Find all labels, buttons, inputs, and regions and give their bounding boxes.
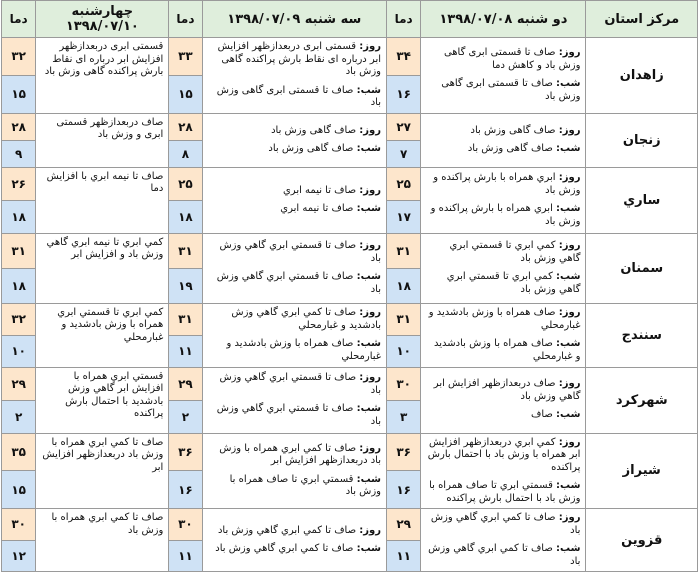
day1-night-text	[426, 271, 580, 296]
day1-night-text	[426, 338, 580, 363]
day1-max-temp: ۳۱	[387, 233, 421, 268]
day1-day-value: کمي ابري دربعدازظهر افزايش ابر همراه با وزش باد با احتمال بارش پراکنده	[427, 436, 581, 473]
day2-forecast	[202, 233, 386, 303]
day1-day-text	[426, 172, 580, 197]
city-name: ساري	[586, 167, 698, 233]
day2-day-value: صاف تا کمي ابري همراه با وزش باد دربعدازظهر افزايش ابر	[219, 442, 382, 467]
day1-min-temp: ۱۷	[387, 200, 421, 233]
day1-forecast	[421, 113, 586, 167]
night-label: شب:	[556, 480, 581, 491]
day1-day-text	[426, 378, 580, 403]
header-row	[2, 1, 698, 38]
day2-max-temp: ۳۱	[169, 303, 202, 335]
day-label: روز:	[359, 307, 382, 318]
day2-forecast	[202, 38, 386, 114]
day1-night-text	[426, 409, 580, 422]
day-label: روز:	[558, 307, 581, 318]
day1-day-value: صاف همراه با وزش بادشديد و غبارمحلي	[428, 307, 581, 331]
day2-min-temp: ۱۹	[169, 268, 202, 303]
day1-day-value: ابري همراه با بارش پراکنده و وزش باد	[433, 172, 581, 196]
day1-day-value: صاف دربعدازظهر افزايش ابر گاهي وزش باد	[433, 378, 581, 402]
day3-forecast: صاف تا کمي ابري همراه با وزش باد	[36, 509, 169, 572]
day-label: روز:	[359, 184, 382, 196]
day2-max-temp: ۳۶	[169, 433, 202, 471]
day1-night-text	[426, 543, 580, 568]
header-day3: چهارشنبه ۱۳۹۸/۰۷/۱۰	[36, 1, 169, 38]
night-label: شب:	[356, 203, 382, 214]
night-label: شب:	[356, 271, 382, 282]
day2-forecast	[202, 113, 386, 167]
night-label: شب:	[356, 403, 382, 414]
day2-forecast	[202, 167, 386, 233]
day2-max-temp: ۳۱	[169, 233, 202, 268]
day2-night-value: قسمتي ابري تا صاف همراه با وزش باد	[229, 473, 382, 498]
day1-night-value: صاف	[530, 409, 553, 421]
city-name: شيراز	[586, 433, 698, 509]
day2-night-value: صاف همراه با وزش بادشديد و غبارمحلي	[226, 338, 382, 362]
day2-forecast	[202, 303, 386, 367]
day3-forecast: صاف تا نیمه ابري با افزایش دما	[36, 167, 169, 233]
day1-day-text	[426, 240, 580, 265]
day2-night-value: صاف تا قسمتي ابري گاهي وزش باد	[216, 271, 382, 295]
day1-night-value: صاف تا کمي ابري گاهي وزش باد	[428, 543, 581, 567]
day3-forecast: صاف دربعدازظهر قسمتی ابری و وزش باد	[36, 113, 169, 167]
night-label: شب:	[556, 203, 581, 214]
city-name: شهرکرد	[586, 367, 698, 433]
day3-forecast: صاف تا کمي ابري همراه با وزش باد دربعدازظهر افزايش ابر	[36, 433, 169, 509]
night-label: شب:	[556, 409, 581, 421]
day2-night-value: صاف تا قسمتي ابري گاهي وزش باد	[216, 403, 382, 427]
day2-night-text	[208, 474, 381, 499]
night-label: شب:	[356, 543, 382, 554]
day2-min-temp: ۱۵	[169, 75, 202, 113]
day2-night-value: صاف تا قسمتی ابری گاهی وزش باد	[216, 84, 382, 108]
night-label: شب:	[356, 143, 382, 154]
day3-max-temp: ۲۸	[2, 113, 36, 140]
day1-max-temp: ۳۶	[387, 433, 421, 471]
day2-night-text	[208, 85, 381, 110]
day1-night-value: صاف تا قسمتی ابری گاهی وزش باد	[441, 78, 581, 102]
day2-day-text	[208, 372, 381, 397]
city-name: سنندج	[586, 303, 698, 367]
day1-min-temp: ۱۶	[387, 75, 421, 113]
day2-day-value: صاف گاهی وزش باد	[271, 124, 357, 136]
table-row	[2, 303, 698, 335]
day1-night-value: صاف همراه با وزش بادشديد و غبارمحلي	[434, 338, 581, 362]
day-label: روز:	[359, 442, 382, 454]
day1-night-value: قسمتي ابري تا صاف همراه با وزش باد با احتمال بارش پراکنده	[429, 480, 581, 504]
day3-min-temp: ۲	[2, 400, 36, 433]
day3-forecast: قسمتي ابري همراه با افزايش ابر گاهي وزش بادشديد با احتمال بارش پراکنده	[36, 367, 169, 433]
day3-min-temp: ۱۸	[2, 200, 36, 233]
day1-min-temp: ۱۶	[387, 471, 421, 509]
day3-forecast: قسمتی ابری دربعدازظهر افزایش ابر درباره ای نقاط بارش پراکنده گاهی وزش باد	[36, 38, 169, 114]
table-row	[2, 38, 698, 76]
day2-max-temp: ۳۳	[169, 38, 202, 76]
day3-max-temp: ۳۵	[2, 433, 36, 471]
day1-day-value: کمي ابري تا قسمتي ابري گاهي وزش باد	[449, 240, 581, 264]
day2-max-temp: ۲۸	[169, 113, 202, 140]
day1-min-temp: ۱۱	[387, 540, 421, 572]
day3-min-temp: ۱۲	[2, 540, 36, 572]
header-temp-day1: دما	[387, 1, 421, 38]
day-label: روز:	[558, 172, 581, 183]
night-label: شب:	[556, 78, 581, 90]
forecast-body	[2, 38, 698, 572]
day1-max-temp: ۲۹	[387, 509, 421, 541]
day1-max-temp: ۲۵	[387, 167, 421, 200]
day-label: روز:	[359, 41, 382, 52]
header-temp-day3: دما	[2, 1, 36, 38]
day2-day-value: صاف تا کمي ابري گاهي وزش باد	[217, 524, 357, 536]
day1-forecast	[421, 433, 586, 509]
night-label: شب:	[356, 84, 382, 96]
day-label: روز:	[558, 240, 581, 251]
day2-day-value: صاف تا قسمتي ابري گاهي وزش باد	[219, 372, 382, 396]
day1-max-temp: ۳۰	[387, 367, 421, 400]
day3-max-temp: ۳۲	[2, 38, 36, 76]
day2-min-temp: ۱۱	[169, 540, 202, 572]
day2-min-temp: ۱۱	[169, 335, 202, 367]
day3-min-temp: ۱۵	[2, 471, 36, 509]
header-city: مرکز استان	[586, 1, 698, 38]
day1-night-text	[426, 78, 580, 103]
day2-min-temp: ۱۶	[169, 471, 202, 509]
day-label: روز:	[558, 512, 581, 523]
forecast-table	[1, 0, 698, 572]
table-row	[2, 367, 698, 400]
day2-night-text	[208, 143, 381, 156]
day1-max-temp: ۲۷	[387, 113, 421, 140]
day1-min-temp: ۷	[387, 140, 421, 167]
table-row	[2, 509, 698, 541]
day3-max-temp: ۲۹	[2, 367, 36, 400]
table-row	[2, 433, 698, 471]
day2-night-text	[208, 403, 381, 428]
day2-day-text	[208, 125, 381, 138]
city-name: سمنان	[586, 233, 698, 303]
night-label: شب:	[556, 543, 581, 554]
day2-night-value: صاف تا نیمه ابري	[280, 203, 354, 214]
day-label: روز:	[558, 378, 581, 390]
day2-day-value: قسمتی ابری دربعدازظهر افزایش ابر درباره ای نقاط بارش پراکنده گاهی وزش باد	[217, 41, 382, 77]
day1-night-text	[426, 143, 580, 156]
day2-max-temp: ۲۹	[169, 367, 202, 400]
day3-max-temp: ۳۱	[2, 233, 36, 268]
city-name: زاهدان	[586, 38, 698, 114]
day2-forecast	[202, 433, 386, 509]
day3-max-temp: ۳۰	[2, 509, 36, 541]
day-label: روز:	[558, 124, 581, 136]
header-day2: سه شنبه ۱۳۹۸/۰۷/۰۹	[202, 1, 386, 38]
day1-night-text	[426, 203, 580, 228]
night-label: شب:	[556, 143, 581, 154]
header-temp-day2: دما	[169, 1, 202, 38]
day1-night-value: ابري همراه با بارش پراکنده و وزش باد	[430, 203, 581, 227]
table-row	[2, 233, 698, 268]
day2-night-value: صاف تا کمي ابري گاهي وزش باد	[215, 543, 354, 554]
day1-day-value: صاف گاهی وزش باد	[470, 124, 556, 136]
day-label: روز:	[359, 124, 382, 136]
day1-min-temp: ۳	[387, 400, 421, 433]
day2-max-temp: ۳۰	[169, 509, 202, 541]
day2-day-text	[208, 443, 381, 468]
day2-night-text	[208, 271, 381, 296]
city-name: زنجان	[586, 113, 698, 167]
day-label: روز:	[558, 47, 581, 59]
day2-min-temp: ۲	[169, 400, 202, 433]
day2-day-value: صاف تا نیمه ابري	[282, 184, 357, 196]
day1-forecast	[421, 167, 586, 233]
day-label: روز:	[359, 372, 382, 383]
header-day1: دو شنبه ۱۳۹۸/۰۷/۰۸	[421, 1, 586, 38]
day3-min-temp: ۱۸	[2, 268, 36, 303]
day2-forecast	[202, 367, 386, 433]
day2-day-text	[208, 307, 381, 332]
day2-day-text	[208, 525, 381, 538]
day-label: روز:	[359, 524, 382, 536]
day2-day-text	[208, 185, 381, 198]
city-name: قزوين	[586, 509, 698, 572]
table-row	[2, 167, 698, 200]
day1-forecast	[421, 367, 586, 433]
night-label: شب:	[356, 338, 382, 349]
night-label: شب:	[556, 338, 581, 349]
day2-max-temp: ۲۵	[169, 167, 202, 200]
day3-forecast: کمي ابري تا قسمتي ابري همراه با وزش بادشديد و غبارمحلي	[36, 303, 169, 367]
day1-forecast	[421, 233, 586, 303]
day3-min-temp: ۹	[2, 140, 36, 167]
day2-night-text	[208, 543, 381, 556]
day-label: روز:	[558, 436, 581, 448]
day1-night-text	[426, 480, 580, 505]
day1-forecast	[421, 38, 586, 114]
day2-night-text	[208, 203, 381, 216]
day2-night-text	[208, 338, 381, 363]
day1-min-temp: ۱۸	[387, 268, 421, 303]
day1-day-value: صاف تا قسمتی ابری گاهی وزش باد و کاهش دما	[443, 47, 581, 71]
day2-forecast	[202, 509, 386, 572]
day2-day-text	[208, 240, 381, 265]
day2-day-value: صاف تا قسمتي ابري گاهي وزش باد	[219, 240, 382, 264]
day1-day-text	[426, 512, 580, 537]
table-row	[2, 113, 698, 140]
day1-min-temp: ۱۰	[387, 335, 421, 367]
day1-day-text	[426, 307, 580, 332]
day2-min-temp: ۱۸	[169, 200, 202, 233]
day3-min-temp: ۱۵	[2, 75, 36, 113]
day-label: روز:	[359, 240, 382, 251]
day3-min-temp: ۱۰	[2, 335, 36, 367]
day1-max-temp: ۳۱	[387, 303, 421, 335]
day2-min-temp: ۸	[169, 140, 202, 167]
day2-day-value: صاف تا کمي ابري گاهي وزش بادشديد و غبارمحلي	[231, 307, 382, 331]
day3-forecast: کمي ابري تا نیمه ابري گاهي وزش باد و افزايش ابر	[36, 233, 169, 303]
day1-day-value: صاف تا کمي ابري گاهي وزش باد	[430, 512, 581, 536]
night-label: شب:	[356, 473, 382, 485]
day1-day-text	[426, 47, 580, 72]
day1-day-text	[426, 437, 580, 475]
day1-day-text	[426, 125, 580, 138]
day3-max-temp: ۲۶	[2, 167, 36, 200]
day1-forecast	[421, 303, 586, 367]
night-label: شب:	[556, 271, 581, 282]
day1-night-value: صاف گاهی وزش باد	[467, 143, 553, 154]
day1-max-temp: ۳۴	[387, 38, 421, 76]
day3-max-temp: ۳۲	[2, 303, 36, 335]
day2-night-value: صاف گاهی وزش باد	[268, 143, 354, 154]
day1-night-value: کمي ابري تا قسمتي ابري گاهي وزش باد	[446, 271, 581, 295]
day2-day-text	[208, 41, 381, 79]
day1-forecast	[421, 509, 586, 572]
